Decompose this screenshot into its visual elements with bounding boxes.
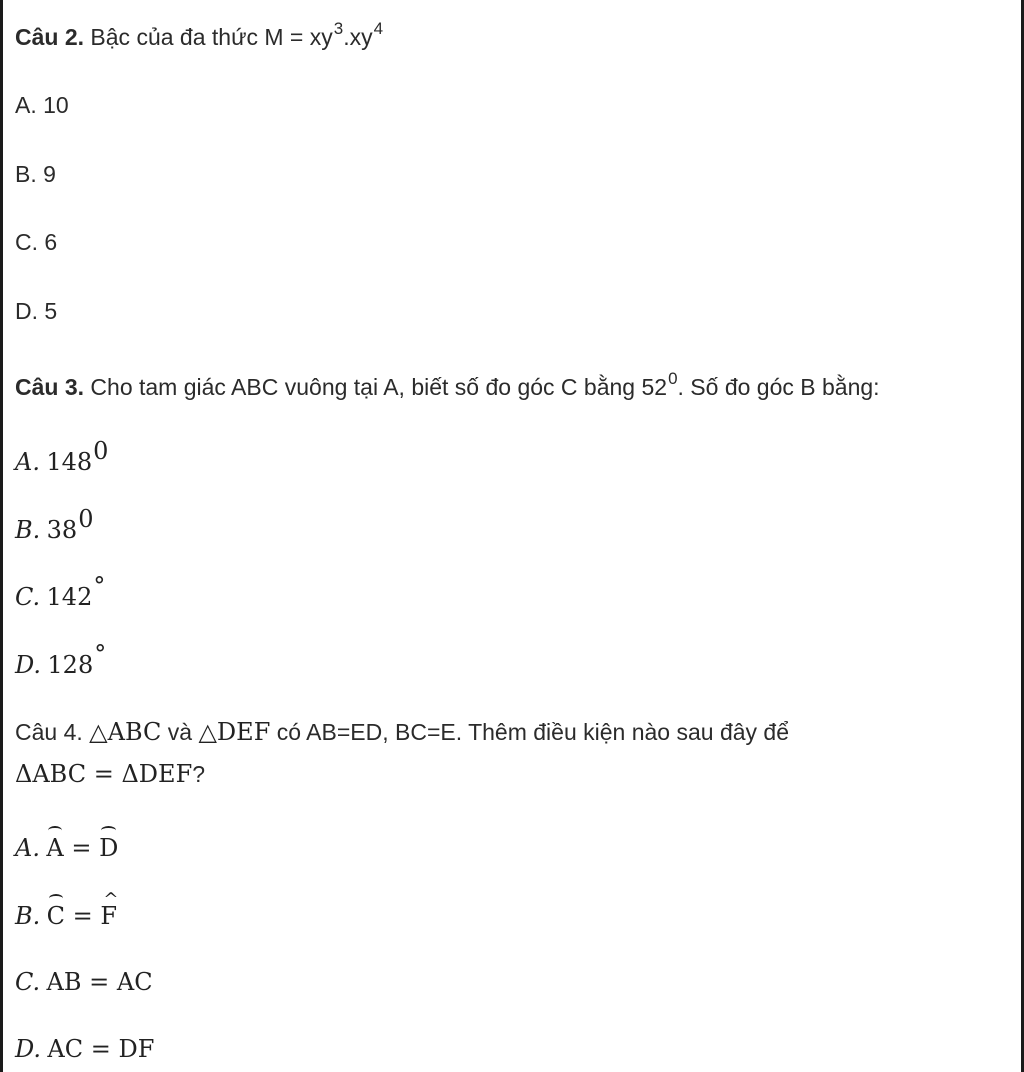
equals-sign: = xyxy=(65,902,101,930)
question-text: có AB=ED, BC=E. Thêm điều kiện nào sau đây để xyxy=(276,719,790,745)
option-value: 142 xyxy=(46,583,93,611)
option-c[interactable] xyxy=(15,227,57,257)
option-d[interactable] xyxy=(15,296,57,326)
angle-f: ^ F xyxy=(100,901,117,931)
equals-sign: = xyxy=(63,834,100,862)
triangle-abc: △ABC xyxy=(89,718,162,746)
option-b[interactable] xyxy=(15,159,56,189)
triangle-def: △DEF xyxy=(198,718,271,746)
option-d[interactable] xyxy=(15,640,107,680)
option-value: 10 xyxy=(43,92,69,118)
exponent: 4 xyxy=(373,19,384,38)
option-c[interactable] xyxy=(15,967,153,997)
angle-c: C xyxy=(46,902,66,930)
option-letter: B. xyxy=(15,161,37,187)
option-value: 128 xyxy=(47,651,94,679)
option-d[interactable] xyxy=(15,1034,154,1064)
degree-mark: ° xyxy=(94,640,107,668)
option-c[interactable] xyxy=(15,572,106,612)
option-letter: C. xyxy=(15,229,38,255)
option-a[interactable] xyxy=(15,90,69,120)
degree-mark: 0 xyxy=(93,437,109,465)
option-letter: C. xyxy=(15,968,41,996)
question-4 xyxy=(15,717,789,747)
question-3 xyxy=(15,369,880,405)
congruence-expression: ΔABC = ΔDEF xyxy=(15,760,193,788)
option-letter: B. xyxy=(15,516,41,544)
exponent: 0 xyxy=(668,369,678,388)
question-label: Câu 4. xyxy=(15,719,83,745)
option-value: 38 xyxy=(46,516,78,544)
question-conj: và xyxy=(167,719,193,745)
question-2 xyxy=(15,19,384,55)
option-value: 148 xyxy=(46,448,93,476)
angle-a: A xyxy=(46,834,64,862)
degree-mark: 0 xyxy=(78,505,94,533)
option-value: 9 xyxy=(43,161,56,187)
question-text-end: . Số đo góc B bằng: xyxy=(677,374,880,400)
question-text: Cho tam giác ABC vuông tại A, biết số đo góc C bằng 52 xyxy=(90,374,668,400)
option-value: AB = AC xyxy=(46,968,153,996)
option-letter: A. xyxy=(15,834,40,862)
option-value: 6 xyxy=(44,229,58,255)
option-letter: B. xyxy=(15,902,41,930)
angle-d: D xyxy=(99,834,119,862)
left-border xyxy=(0,0,3,1072)
question-4-line2 xyxy=(15,759,205,789)
option-letter: C. xyxy=(15,583,41,611)
option-b[interactable] xyxy=(15,901,117,931)
question-text-mid: .xy xyxy=(343,24,373,50)
option-letter: D. xyxy=(15,1035,42,1063)
exponent: 3 xyxy=(333,19,344,38)
option-letter: A. xyxy=(15,92,37,118)
option-value: AC = DF xyxy=(47,1035,155,1063)
option-letter: D. xyxy=(15,298,38,324)
option-value: 5 xyxy=(44,298,58,324)
option-b[interactable] xyxy=(15,505,94,545)
option-a[interactable] xyxy=(15,833,118,863)
question-text: Bậc của đa thức M = xy xyxy=(90,24,333,50)
question-label: Câu 3. xyxy=(15,374,85,400)
question-label: Câu 2. xyxy=(15,24,85,50)
degree-mark: ° xyxy=(93,572,106,600)
option-letter: A. xyxy=(15,448,40,476)
option-letter: D. xyxy=(15,651,42,679)
question-mark: ? xyxy=(192,761,206,787)
option-a[interactable] xyxy=(15,437,109,477)
